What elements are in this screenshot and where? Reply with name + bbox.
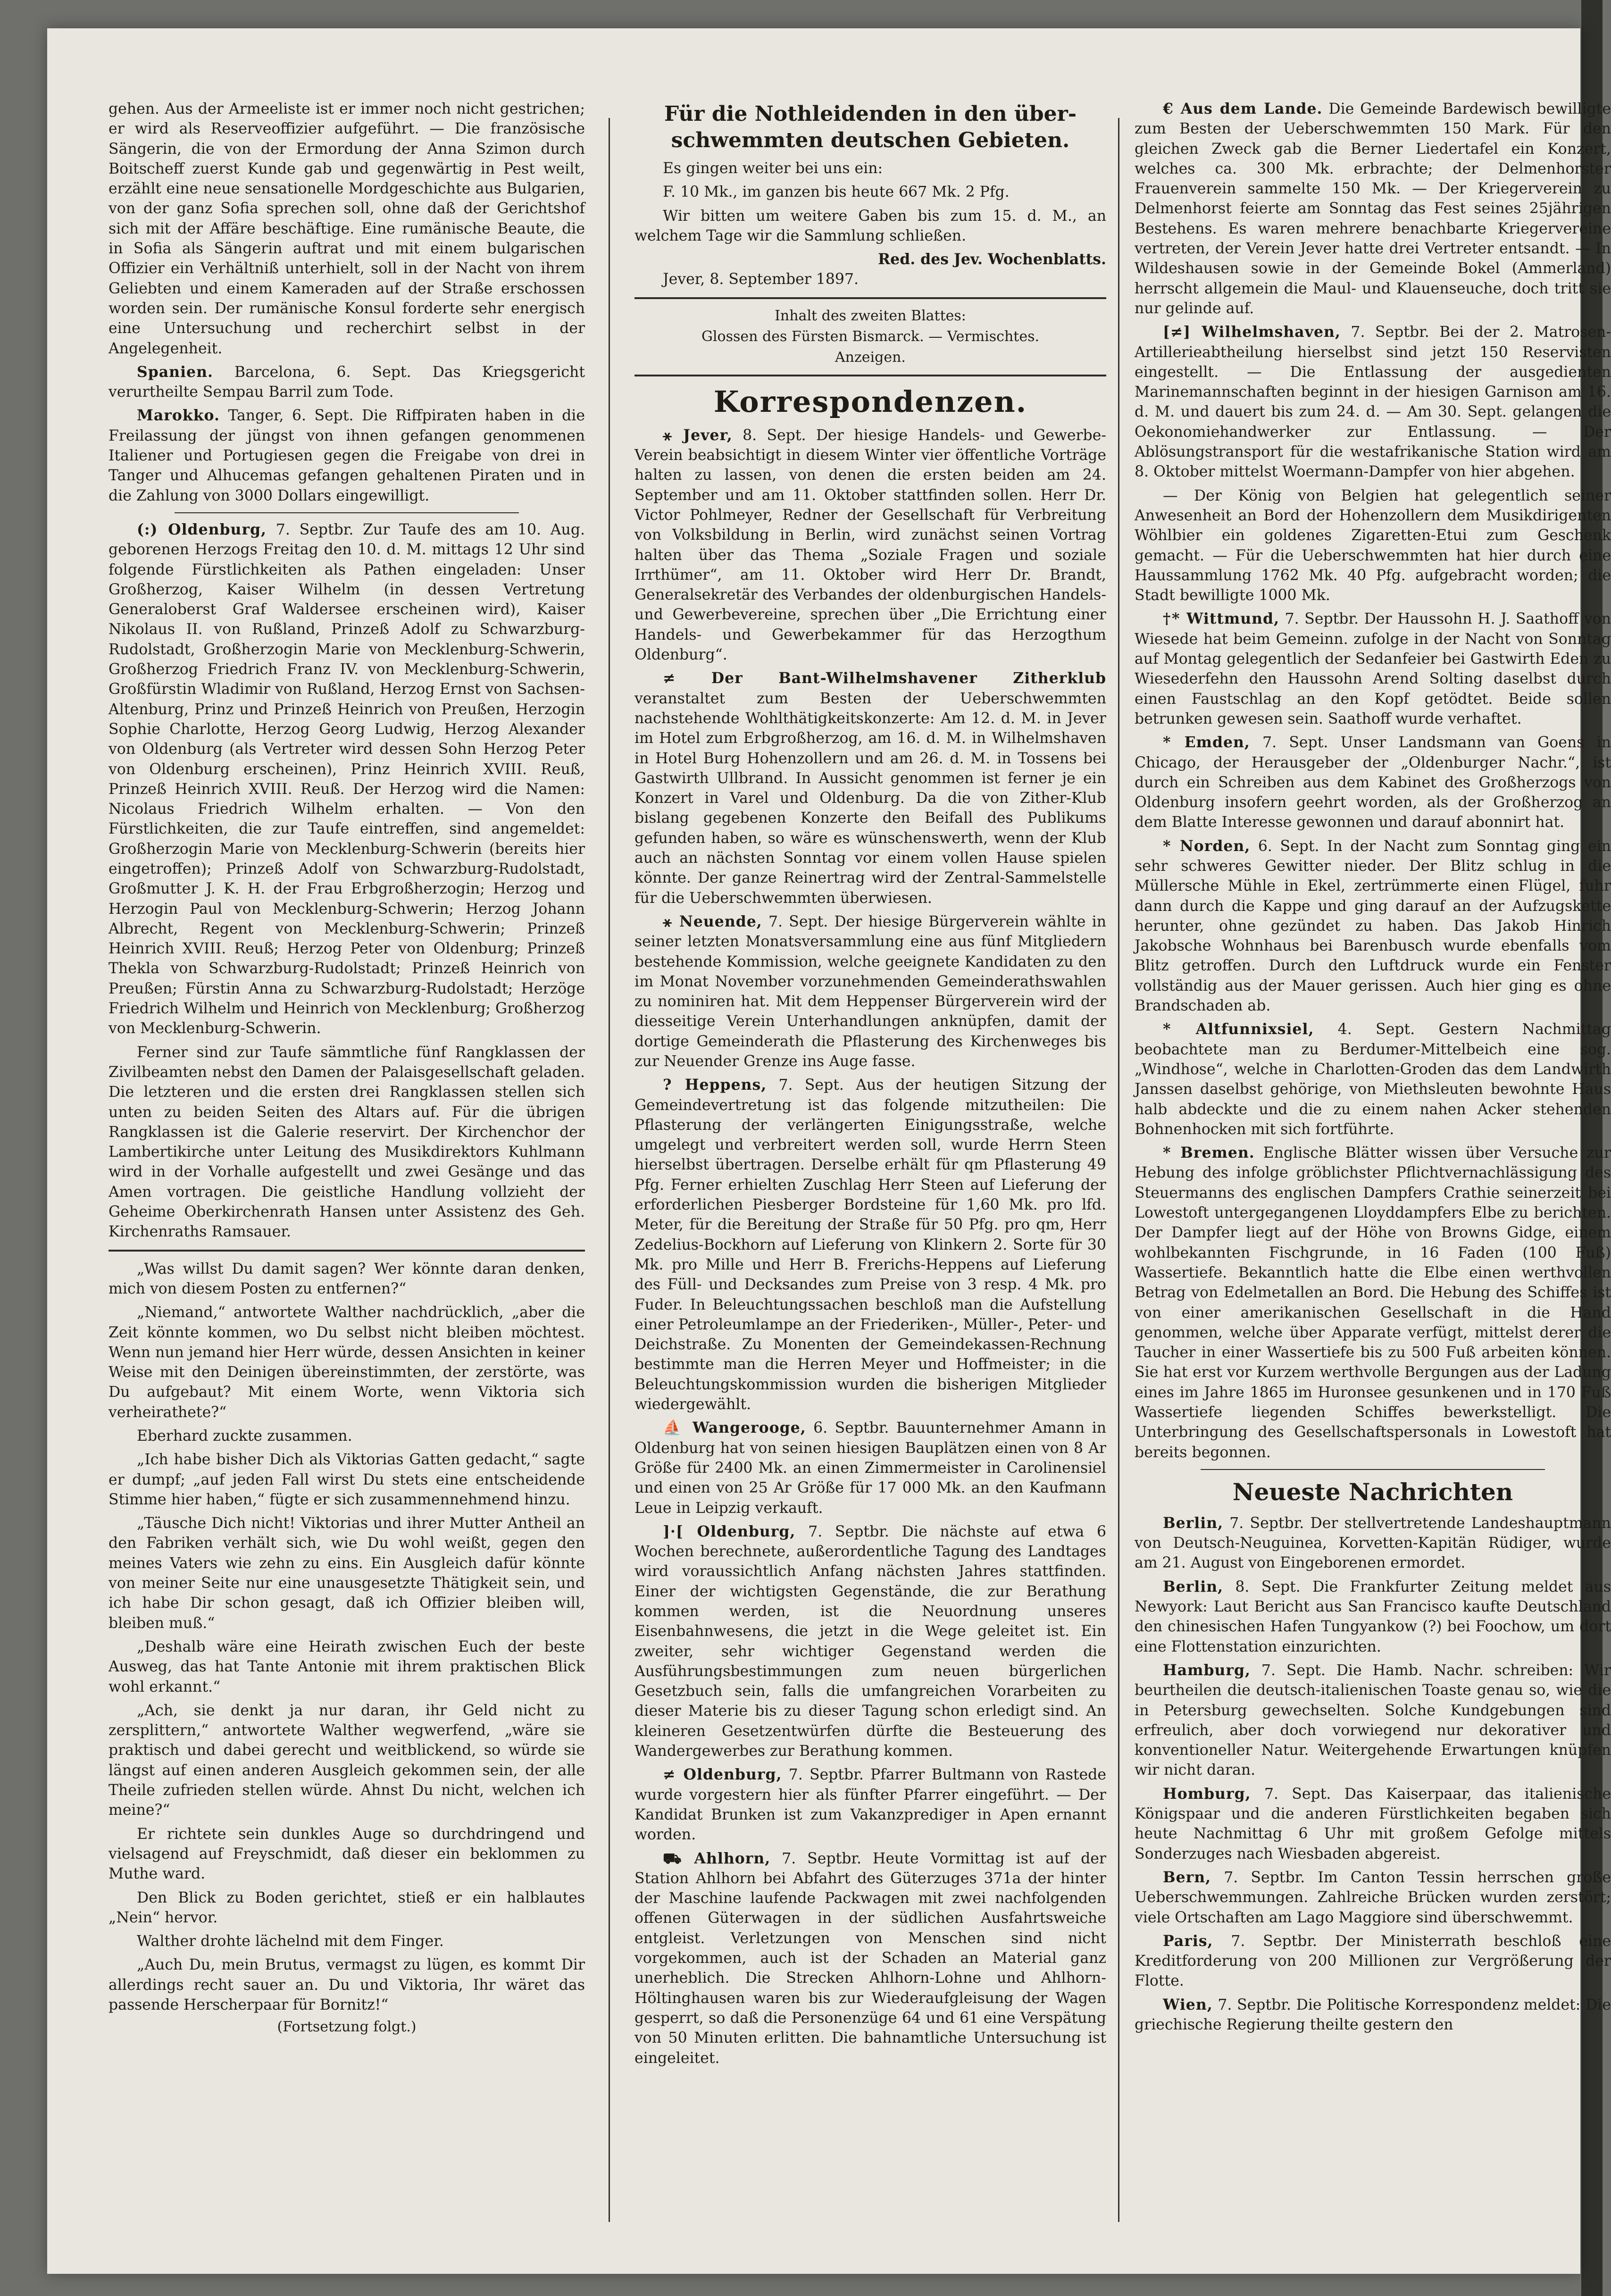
news-dateline: [≠] Wilhelmshaven,	[1163, 323, 1341, 341]
news-item	[1135, 1019, 1611, 1139]
continuation-note: (Fortsetzung folgt.)	[277, 2019, 417, 2036]
separator	[634, 297, 1106, 299]
news-dateline: †* Wittmund,	[1163, 610, 1280, 628]
news-text: 7. Septbr. Der Haussohn H. J. Saathoff von Wiesede hat beim Gemeinn. zufolge in der Nacht von Sonntag auf Montag gelegentlich der Sedanfeier bei Gastwirth Eden zu Wiesederfehn den Haussohn Arend Solting daselbst durch einen Faustschlag an den Kopf getödtet. Beide sollen betrunken gewesen sein. Saathoff wurde verhaftet.	[1135, 610, 1611, 727]
news-dateline: ⛵ Wangerooge,	[663, 1419, 806, 1437]
article-text: gehen. Aus der Armeeliste ist er immer noch nicht gestrichen; er wird als Reserveoffizier aufgeführt. — Die französische Sängerin, die von der Ermordung der Anna Szimon durch Boitscheff zuerst Kunde gab und gegenwärtig in Pest weilt, erzählt eine neue sensationelle Mordgeschichte aus Bulgarien, von der ganz Sofia sprechen soll, ohne daß der Gerichtshof sich mit der Affäre beschäftige. Eine rumänische Beaute, die in Sofia als Sängerin auftrat und mit einem bulgarischen Offizier ein Verhältniß unterhielt, soll in der Nacht von ihrem Geliebten und einem Kameraden auf der Straße erschossen worden sein. Der rumänische Konsul forderte sehr energisch eine Untersuchung und recherchirt selbst in der Angelegenheit.	[109, 100, 585, 357]
news-text: 7. Septbr. Der stellvertretende Landeshauptmann von Deutsch-Neuguinea, Korvetten-Kapitän Rüdiger, wurde am 21. August von Eingeborenen ermordet.	[1135, 1514, 1611, 1572]
news-item	[1135, 1784, 1611, 1864]
news-text: 7. Sept. Aus der heutigen Sitzung der Gemeindevertretung ist das folgende mitzutheilen: Die Pflasterung der verlängerten Einigungsstraße, welche umgelegt und verbreitert werden soll, wurde Herrn Steen hierselbst übertragen. Derselbe erhält für qm Pflasterung 49 Pfg. Ferner erhielten Zuschlag Herr Steen auf Lieferung der erforderlichen Piesberger Bordsteine für 1,60 Mk. pro lfd. Meter, für die Bereitung der Straße für 50 Pfg. pro qm, Herr Zedelius-Bockhorn auf Lieferung von Klinkern 2. Sorte für 30 Mk. pro Mille und Herr B. Frerichs-Heppens auf Lieferung des Füll- und Decksandes zum Preise von 3 resp. 4 Mk. pro Fuder. In Beleuchtungssachen beschloß man die Aufstellung einer Petroleumlampe an der Friederiken-, Müller-, Peter- und Deichstraße. Zu Monenten der Gemeindekassen-Rechnung bestimmte man die Herren Meyer und Hoffmeister; in die Beleuchtungskommission wurden die bisherigen Mitglieder wiedergewählt.	[634, 1077, 1106, 1413]
section-heading: Korrespondenzen.	[713, 384, 1027, 419]
article-text: — Der König von Belgien hat gelegentlich seiner Anwesenheit an Bord der Hohenzollern dem Musikdirigenten Wöhlbier ein goldenes Zigaretten-Etui zum Geschenk gemacht. — Für die Ueberschwemmten hat hier durch eine Haussammlung 1762 Mk. 40 Pfg. aufgebracht worden; die Stadt bewilligte 1000 Mk.	[1135, 487, 1611, 604]
news-item	[1135, 1661, 1611, 1780]
news-text: 7. Septbr. Der Ministerrath beschloß eine Kreditforderung von 200 Millionen zur Vergrößerung der Flotte.	[1135, 1932, 1611, 1990]
news-text: 4. Sept. Gestern Nachmittag beobachtete man zu Berdumer-Mittelbeich eine sog. „Windhose“, welche in Charlotten-Groden das dem Landwirth Janssen daselbst gehörige, von Miethsleuten bewohnte Haus halb abdeckte und die zu einem nahen Acker stehenden Bohnenhocken mit sich fortführte.	[1135, 1021, 1611, 1138]
column-left	[109, 99, 585, 2236]
news-text: 7. Septbr. Die Politische Korrespondenz meldet: Die griechische Regierung theilte gestern den	[1135, 1996, 1611, 2034]
newspaper-page	[47, 28, 1611, 2274]
news-dateline: Bern,	[1163, 1868, 1211, 1886]
news-dateline: ⚹ Jever,	[663, 426, 733, 444]
news-item	[634, 1765, 1106, 1845]
novel-paragraph: „Deshalb wäre eine Heirath zwischen Euch der beste Ausweg, das hat Tante Antonie mit ihrem praktischen Blick wohl erkannt.“	[109, 1638, 585, 1695]
column-middle	[634, 99, 1106, 2236]
appeal-text: F. 10 Mk., im ganzen bis heute 667 Mk. 2 Pfg.	[663, 184, 1010, 201]
news-dateline: (:) Oldenburg,	[137, 520, 267, 538]
news-item	[1135, 1143, 1611, 1462]
news-dateline: € Aus dem Lande.	[1163, 100, 1323, 117]
news-dateline: Spanien.	[137, 363, 213, 381]
news-text: 7. Sept. Der hiesige Bürgerverein wählte in seiner letzten Monatsversammlung eine aus fünf Mitgliedern bestehende Kommission, welche geeignete Kandidaten zu den im Monat November vorzunehmenden Gemeinderathswahlen zu nominiren hat. Mit dem Heppenser Bürgerverein wird der diesseitige Verein Unterhandlungen anknüpfen, damit der dortige Gemeinderath die Pflasterung des Kirchenweges bis zur Neuender Grenze ins Auge fasse.	[634, 913, 1106, 1070]
appeal-title-line: schwemmten deutschen Gebieten.	[671, 128, 1070, 152]
news-dateline: ⛟ Ahlhorn,	[663, 1849, 771, 1867]
news-item	[634, 1075, 1106, 1414]
news-item	[109, 406, 585, 505]
separator	[1201, 1469, 1545, 1470]
news-text: 8. Sept. Der hiesige Handels- und Gewerbe-Verein beabsichtigt in diesem Winter vier öffentliche Vorträge halten zu lassen, von denen die ersten beiden am 24. September und am 11. Oktober stattfinden sollen. Herr Dr. Victor Pohlmeyer, Redner der Gesellschaft für Verbreitung von Volksbildung in Berlin, wird zunächst seinen Vortrag halten über das Thema „Soziale Fragen und soziale Irrthümer“, am 11. Oktober wird Herr Dr. Brandt, Generalsekretär des Verbandes der oldenburgischen Handels- und Gewerbevereine, sprechen über „Die Errichtung einer Handels- und Gewerbekammer für das Herzogthum Oldenburg“.	[634, 426, 1107, 664]
news-text: veranstaltet zum Besten der Ueberschwemmten nachstehende Wohlthätigkeitskonzerte: Am 12. d. M. in Jever im Hotel zum Erbgroßherzog, am 16. d. M. in Wilhelmshaven in Hotel Burg Hohenzollern und am 26. d. M. in Tossens bei Gastwirth Ullbrand. In Aussicht genommen ist ferner je ein Konzert in Varel und Oldenburg. Da die von Zither-Klub bislang gegebenen Konzerte den Beifall des Publikums gefunden haben, so wäre es wünschenswerth, wenn der Klub auch an nächsten Sonntag vor einem vollen Hause spielen könnte. Der ganze Reinertrag wird der Zentral-Sammelstelle für die Ueberschwemmten überwiesen.	[634, 690, 1106, 907]
appeal-title-line: Für die Nothleidenden in den über-	[664, 102, 1077, 126]
news-item	[1135, 609, 1611, 729]
news-dateline: ⚹ Neuende,	[663, 912, 762, 930]
news-item	[634, 1522, 1106, 1762]
news-text: 7. Septbr. Die nächste auf etwa 6 Wochen berechnete, außerordentliche Tagung des Landtages wird voraussichtlich Anfang nächsten Jahres stattfinden. Einer der wichtigsten Gegenstände, die zur Berathung kommen werden, ist die Neuordnung unseres Eisenbahnwesens, die jetzt in die Wege geleitet ist. Ein zweiter, sehr wichtiger Gegenstand werden die Ausführungsbestimmungen zum neuen bürgerlichen Gesetzbuch sein, falls die umfangreichen Vorarbeiten zu dieser Materie bis zu dieser Tagung schon erledigt sind. An kleineren Gesetzentwürfen dürfte die Besteuerung des Wandergewerbes zur Berathung kommen.	[634, 1523, 1106, 1760]
news-text: 7. Septbr. Zur Taufe des am 10. Aug. geborenen Herzogs Freitag den 10. d. M. mittags 12 Uhr sind folgende Fürstlichkeiten als Pathen eingeladen: Unser Großherzog, Kaiser Wilhelm (in dessen Vertretung Generaloberst Graf Waldersee erscheinen wird), Kaiser Nikolaus II. von Rußland, Prinzeß Adolf zu Schwarzburg-Rudolstadt, Großherzogin Marie von Mecklenburg-Schwerin, Großherzog Friedrich Franz IV. von Mecklenburg-Schwerin, Großfürstin Wladimir von Rußland, Herzog Ernst von Sachsen-Altenburg, Prinz und Prinzeß Heinrich von Preußen, Herzogin Sophie Charlotte, Herzog Georg Ludwig, Herzog Alexander von Oldenburg (als Vertreter wird dessen Sohn Herzog Peter von Oldenburg erscheinen), Prinz Heinrich XVIII. Reuß, Prinzeß Heinrich XVIII. Reuß. Der Herzog wird die Namen: Nicolaus Friedrich Wilhelm erhalten. — Von den Fürstlichkeiten, die zur Taufe eintreffen, sind angemeldet: Großherzogin Marie von Mecklenburg-Schwerin (bereits hier eingetroffen); Prinzeß Adolf von Schwarzburg-Rudolstadt, Großmutter J. K. H. der Frau Erbgroßherzogin; Herzog und Herzogin Paul von Mecklenburg-Schwerin; Herzog Johann Albrecht, Regent von Mecklenburg-Schwerin; Prinzeß Heinrich XVIII. Reuß; Herzog Peter von Oldenburg; Prinzeß Thekla von Schwarzburg-Rudolstadt; Prinzeß Heinrich von Preußen; Fürstin Anna zu Schwarzburg-Rudolstadt; Herzöge Friedrich Wilhelm und Heinrich von Mecklenburg; Großherzog von Mecklenburg-Schwerin.	[109, 521, 585, 1037]
article-text: Ferner sind zur Taufe sämmtliche fünf Rangklassen der Zivilbeamten nebst den Damen der Palaisgesellschaft geladen. Die letzteren und die ersten drei Rangklassen stellen sich unten zu beiden Seiten des Altars auf. Für die übrigen Rangklassen ist die Galerie reservirt. Der Kirchenchor der Lambertikirche unter Leitung des Musikdirektors Kuhlmann wird in der Vorhalle aufgestellt und zwei Gesänge und das Amen vortragen. Die geistliche Handlung vollzieht der Geheime Oberkirchenrath Hansen unter Assistenz des Geh. Kirchenraths Ramsauer.	[109, 1044, 585, 1241]
news-item	[634, 1418, 1106, 1518]
novel-paragraph: „Auch Du, mein Brutus, vermagst zu lügen, es kommt Dir allerdings recht sauer an. Du und Viktoria, Ihr wäret das passende Herscherpaar für Bornitz!“	[109, 1956, 585, 2014]
news-text: 7. Septbr. Pfarrer Bultmann von Rastede wurde vorgestern hier als fünfter Pfarrer eingeführt. — Der Kandidat Brunken ist zum Vakanzprediger in Apen ernannt worden.	[634, 1766, 1106, 1844]
news-dateline: * Bremen.	[1163, 1144, 1255, 1162]
news-dateline: ≠ Der Bant-Wilhelmshavener Zitherklub	[663, 669, 1106, 687]
news-text: 6. Septbr. Bauunternehmer Amann in Oldenburg hat von seinen hiesigen Bauplätzen einen von 8 Ar Größe für 2400 Mk. an einen Zimmermeister in Carolinensiel und einen von 25 Ar Größe für 17 000 Mk. an den Kaufmann Leue in Leipzig verkauft.	[634, 1419, 1107, 1517]
news-dateline: Paris,	[1163, 1932, 1213, 1950]
news-item	[1135, 1931, 1611, 1991]
news-text: 7. Septbr. Im Canton Tessin herrschen große Ueberschwemmungen. Zahlreiche Brücken wurden zerstört; viele Ortschaften am Lago Maggiore sind überschwemmt.	[1135, 1869, 1611, 1926]
news-dateline: Berlin,	[1163, 1514, 1224, 1532]
feuilleton-separator	[109, 1250, 585, 1252]
news-text: Tanger, 6. Sept. Die Riffpiraten haben in die Freilassung der jüngst von ihnen gefangen genommenen Italiener und Portugiesen gegen die Freigabe von drei in Tanger und Alhucemas gefangen gehaltenen Piraten und in die Zahlung von 3000 Dollars eingewilligt.	[109, 407, 585, 504]
news-text: 7. Sept. Die Hamb. Nachr. schreiben: Wir beurtheilen die deutsch-italienischen Toaste genau so, wie die in Petersburg gewechselten. Solche Kundgebungen sind erfreulich, aber doch vorwiegend nur dekorativer und konventioneller Natur. Weitergehende Erwartungen knüpfen wir nicht daran.	[1135, 1661, 1611, 1779]
news-dateline: ]·[ Oldenburg,	[663, 1522, 796, 1540]
news-dateline: Hamburg,	[1163, 1661, 1251, 1679]
appeal-text: Es gingen weiter bei uns ein:	[663, 160, 883, 177]
news-dateline: * Norden,	[1163, 837, 1251, 855]
contents-line: Anzeigen.	[835, 349, 906, 366]
news-text: Die Gemeinde Bardewisch bewilligte zum Besten der Ueberschwemmten 150 Mark. Für den gleichen Zweck gab die Berner Liedertafel ein Konzert, welches ca. 300 Mk. erbrachte; der Delmenhorster Frauenverein sammelte 150 Mk. — Der Kriegerverein zu Delmenhorst feierte am Sonntag das Fest seines 25jährigen Bestehens. Es waren mehrere benachbarte Kriegervereine vertreten, der Verein Jever hatte drei Vertreter entsandt. — In Wildeshausen sowie in der Gemeinde Bokel (Ammerland) herrscht allgemein die Maul- und Klauenseuche, doch tritt sie nur gelinde auf.	[1135, 100, 1611, 317]
news-item	[634, 668, 1106, 908]
news-dateline: Wien,	[1163, 1995, 1213, 2013]
news-item	[1135, 1513, 1611, 1573]
separator	[634, 375, 1106, 376]
novel-paragraph: „Was willst Du damit sagen? Wer könnte daran denken, mich von diesem Posten zu entfernen?“	[109, 1260, 585, 1297]
news-text: 7. Sept. Unser Landsmann van Goens in Chicago, der Herausgeber der „Oldenburger Nachr.“, ist durch ein Schreiben aus dem Kabinet des Großherzogs von Oldenburg insofern geehrt worden, als der Großherzog an dem Blatte Interesse gewonnen und darauf abonnirt hat.	[1135, 734, 1611, 831]
appeal-title	[634, 101, 1106, 154]
column-right	[1135, 99, 1611, 2236]
section-heading: Neueste Nachrichten	[1232, 1478, 1513, 1506]
news-text: 7. Sept. Das Kaiserpaar, das italienische Königspaar und die anderen Fürstlichkeiten begaben sich heute Nachmittag 6 Uhr mit großem Gefolge mittels Sonderzuges nach Wiesbaden abgereist.	[1135, 1785, 1611, 1862]
contents-heading: Inhalt des zweiten Blattes:	[775, 307, 966, 324]
news-text: Barcelona, 6. Sept. Das Kriegsgericht verurtheilte Sempau Barril zum Tode.	[109, 363, 585, 401]
novel-paragraph: Den Blick zu Boden gerichtet, stieß er ein halblautes „Nein“ hervor.	[109, 1889, 585, 1926]
contents-line: Glossen des Fürsten Bismarck. — Vermischtes.	[701, 328, 1040, 345]
news-item	[1135, 322, 1611, 482]
column-rule	[1118, 118, 1119, 2222]
novel-paragraph: Walther drohte lächelnd mit dem Finger.	[137, 1933, 444, 1950]
news-dateline: Berlin,	[1163, 1578, 1224, 1595]
news-text: 7. Septbr. Bei der 2. Matrosen-Artillerieabtheilung hierselbst sind jetzt 150 Reservisten eingestellt. — Die Entlassung der ausgedienten Marinemannschaften beginnt in der hiesigen Garnison am 16. d. M. und dauert bis zum 24. d. — Am 30. Sept. gelangen die Oekonomiehandwerker zur Entlassung. — Der Ablösungstransport für die westafrikanische Station wird am 8. Oktober mittelst Woermann-Dampfer von hier abgehen.	[1135, 324, 1611, 481]
news-text: 6. Sept. In der Nacht zum Sonntag ging ein sehr schweres Gewitter nieder. Der Blitz schlug in die Müllersche Mühle in Ekel, zertrümmerte einen Flügel, fuhr dann durch die Kappe und ging darauf an der Aufzugskette herunter, ohne gezündet zu haben. Das Jakob Hinrich Jakobsche Wohnhaus bei Barenbusch wurde ebenfalls vom Blitz getroffen. Durch den Luftdruck wurde ein Fenster vollständig aus der Mauer gerissen. Auch hier ging es ohne Brandschaden ab.	[1135, 837, 1611, 1015]
news-item	[1135, 836, 1611, 1016]
news-dateline: Marokko.	[137, 407, 220, 425]
news-item	[109, 520, 585, 1039]
news-item	[1135, 1868, 1611, 1928]
novel-paragraph: Er richtete sein dunkles Auge so durchdringend und vielsagend auf Freyschmidt, daß dieser ein beklommen zu Muthe ward.	[109, 1825, 585, 1883]
news-item	[1135, 733, 1611, 832]
news-text: Englische Blätter wissen über Versuche zur Hebung des infolge gröblichster Pflichtvernachlässigung des Steuermanns des englischen Dampfers Crathie seinerzeit bei Lowestoft untergegangenen Lloyddampfers Elbe zu berichten. Der Dampfer liegt auf der Höhe von Browns Gidge, einem wohlbekannten Fischgrunde, in 16 Faden (100 Fuß) Wassertiefe. Bekanntlich hatte die Elbe einen werthvollen Betrag von Edelmetallen an Bord. Die Hebung des Schiffes ist von einer amerikanischen Gesellschaft in die Hand genommen, welche über Apparate verfügt, mittelst derer die Taucher in einer Wassertiefe bis zu 500 Fuß arbeiten können. Sie hat erst vor Kurzem werthvolle Bergungen aus der Ladung eines im Jahre 1865 im Huronsee gesunkenen und in 170 Fuß Wassertiefe liegenden Schiffes bewerkstelligt. Die Unterbringung des Gesellschaftspersonals in Lowestoft hat bereits begonnen.	[1135, 1144, 1611, 1461]
news-item	[109, 362, 585, 402]
appeal-signature: Red. des Jev. Wochenblatts.	[877, 250, 1106, 268]
appeal-date: Jever, 8. September 1897.	[663, 271, 859, 288]
novel-paragraph: „Täusche Dich nicht! Viktorias und ihrer Mutter Antheil an den Fabriken verhält sich, wie Du wohl weißt, gegen den meines Vaters wie zehn zu eins. Ein Ausgleich dafür könnte von meiner Seite nur eine unausgesetzte Thätigkeit sein, und ich habe Dir schon gesagt, daß ich Offizier bleiben will, bleiben muß.“	[109, 1515, 585, 1632]
novel-paragraph: Eberhard zuckte zusammen.	[137, 1428, 352, 1444]
news-item	[1135, 1577, 1611, 1657]
appeal-text: Wir bitten um weitere Gaben bis zum 15. d. M., an welchem Tage wir die Sammlung schließen.	[634, 207, 1106, 244]
news-text: 8. Sept. Die Frankfurter Zeitung meldet aus Newyork: Laut Bericht aus San Francisco kaufte Deutschland den chinesischen Hafen Tungyankow (?) bei Foochow, um dort eine Flottenstation einzurichten.	[1135, 1578, 1611, 1655]
news-dateline: * Emden,	[1163, 734, 1250, 751]
news-dateline: Homburg,	[1163, 1785, 1251, 1803]
news-item	[634, 426, 1106, 665]
novel-paragraph: „Ach, sie denkt ja nur daran, ihr Geld nicht zu zersplittern,“ antwortete Walther wegwerfend, „wäre sie praktisch und dabei gerecht und weitblickend, so würde sie längst auf einen anderen Ausgleich gekommen sein, der alle Theile zufrieden stellen würde. Ahnst Du nicht, welchen ich meine?“	[109, 1702, 585, 1819]
news-dateline: ≠ Oldenburg,	[663, 1766, 782, 1784]
news-dateline: ? Heppens,	[663, 1076, 767, 1094]
news-item	[634, 912, 1106, 1071]
column-rule	[609, 118, 610, 2222]
news-dateline: * Altfunnixsiel,	[1163, 1020, 1314, 1038]
novel-paragraph: „Ich habe bisher Dich als Viktorias Gatten gedacht,“ sagte er dumpf; „auf jeden Fall wirst Du stets eine entscheidende Stimme hier haben,“ fügte er sich zusammennehmend hinzu.	[109, 1451, 585, 1508]
news-item	[1135, 1995, 1611, 2035]
news-text: 7. Septbr. Heute Vormittag ist auf der Station Ahlhorn bei Abfahrt des Güterzuges 371a der hinter der Maschine laufende Packwagen mit zwei nachfolgenden offenen Güterwagen in der südlichen Ausfahrtsweiche entgleist. Verletzungen von Menschen sind nicht vorgekommen, auch ist der Schaden an Material ganz unerheblich. Die Strecken Ahlhorn-Lohne und Ahlhorn-Höltinghausen waren bis zur Wiederaufgleisung der Wagen gesperrt, so daß die Personenzüge 64 und 61 eine Verspätung von 50 Minuten erlitten. Die bahnamtliche Untersuchung ist eingeleitet.	[634, 1850, 1106, 2067]
separator	[175, 512, 519, 513]
news-item	[634, 1849, 1106, 2068]
novel-paragraph: „Niemand,“ antwortete Walther nachdrücklich, „aber die Zeit könnte kommen, wo Du selbst nicht bleiben möchtest. Wenn nun jemand hier Herr würde, dessen Ansichten in keiner Weise mit den Deinigen übereinstimmten, der zerstörte, was Du aufgebaut? Mit einem Worte, wenn Viktoria sich verheirathete?“	[109, 1304, 585, 1421]
news-item	[1135, 99, 1611, 318]
